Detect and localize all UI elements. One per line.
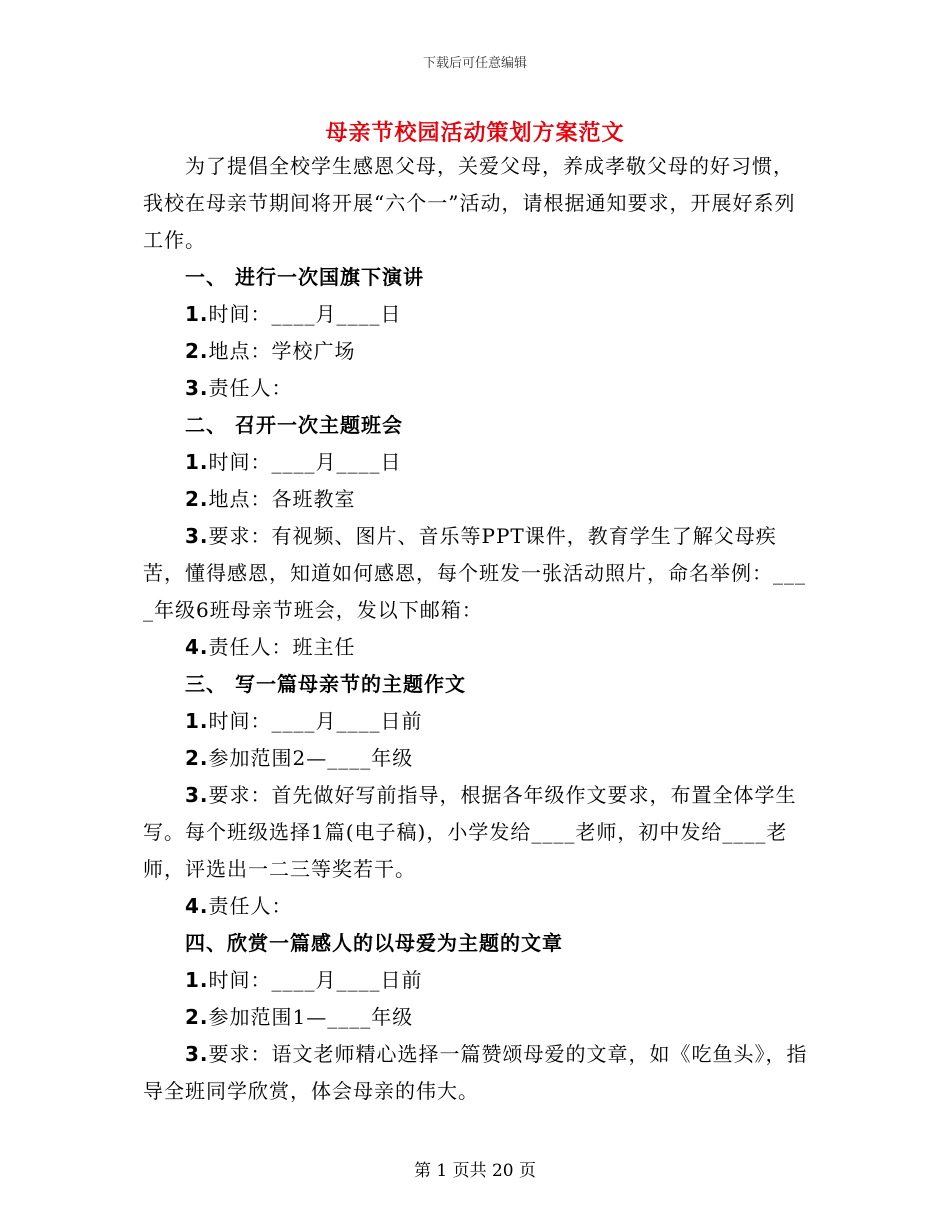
list-item <box>143 962 808 999</box>
list-item <box>143 777 808 888</box>
section-heading-3: 三、 写一篇母亲节的主题作文 <box>185 672 466 696</box>
item-text: 参加范围1—____年级 <box>208 1005 414 1029</box>
section-heading-2: 二、 召开一次主题班会 <box>185 413 403 437</box>
item-text: 地点：学校广场 <box>208 339 356 363</box>
list-item <box>143 703 808 740</box>
list-item <box>143 518 808 629</box>
item-text: 要求：首先做好写前指导，根据各年级作文要求，布置全体学生写。每个班级选择1篇(电子稿)，小学发给____老师，初中发给____老师，评选出一二三等奖若干。 <box>143 783 797 881</box>
list-item <box>143 740 808 777</box>
item-number: 1. <box>185 302 209 326</box>
item-text: 时间：____月____日 <box>208 302 402 326</box>
item-number: 4. <box>185 894 209 918</box>
item-number: 1. <box>185 709 209 733</box>
item-number: 2. <box>185 746 209 770</box>
list-item <box>143 333 808 370</box>
item-text: 参加范围2—____年级 <box>208 746 414 770</box>
item-text: 时间：____月____日前 <box>208 968 423 992</box>
item-text: 时间：____月____日前 <box>208 709 423 733</box>
item-text: 时间：____月____日 <box>208 450 402 474</box>
item-text: 地点：各班教室 <box>208 487 356 511</box>
item-number: 3. <box>185 783 209 807</box>
item-number: 2. <box>185 339 209 363</box>
item-text: 要求：有视频、图片、音乐等PPT课件，教育学生了解父母疾苦，懂得感恩，知道如何感恩，每个班发一张活动照片，命名举例：____年级6班母亲节班会，发以下邮箱： <box>143 524 806 622</box>
list-item <box>143 888 808 925</box>
item-text: 责任人：班主任 <box>208 635 356 659</box>
document-title: 母亲节校园活动策划方案范文 <box>325 120 625 146</box>
list-item <box>143 1036 808 1110</box>
item-number: 1. <box>185 968 209 992</box>
item-number: 3. <box>185 376 209 400</box>
item-number: 3. <box>185 524 209 548</box>
item-text: 要求：语文老师精心选择一篇赞颂母爱的文章，如《吃鱼头》，指导全班同学欣赏，体会母亲的伟大。 <box>143 1042 808 1103</box>
page-header-note: 下载后可任意编辑 <box>422 56 527 71</box>
section-heading-1: 一、 进行一次国旗下演讲 <box>185 265 424 289</box>
item-number: 3. <box>185 1042 209 1066</box>
item-number: 2. <box>185 487 209 511</box>
page-footer: 第 1 页共 20 页 <box>413 1161 537 1181</box>
list-item <box>143 629 808 666</box>
intro-paragraph: 为了提倡全校学生感恩父母，关爱父母，养成孝敬父母的好习惯，我校在母亲节期间将开展“六个一”活动，请根据通知要求，开展好系列工作。 <box>143 154 796 252</box>
list-item <box>143 370 808 407</box>
item-text: 责任人： <box>208 894 293 918</box>
list-item <box>143 444 808 481</box>
section-heading-4: 四、欣赏一篇感人的以母爱为主题的文章 <box>185 931 563 955</box>
item-number: 1. <box>185 450 209 474</box>
document-body <box>143 148 808 1110</box>
item-number: 2. <box>185 1005 209 1029</box>
item-text: 责任人： <box>208 376 293 400</box>
list-item <box>143 296 808 333</box>
item-number: 4. <box>185 635 209 659</box>
list-item <box>143 481 808 518</box>
list-item <box>143 999 808 1036</box>
